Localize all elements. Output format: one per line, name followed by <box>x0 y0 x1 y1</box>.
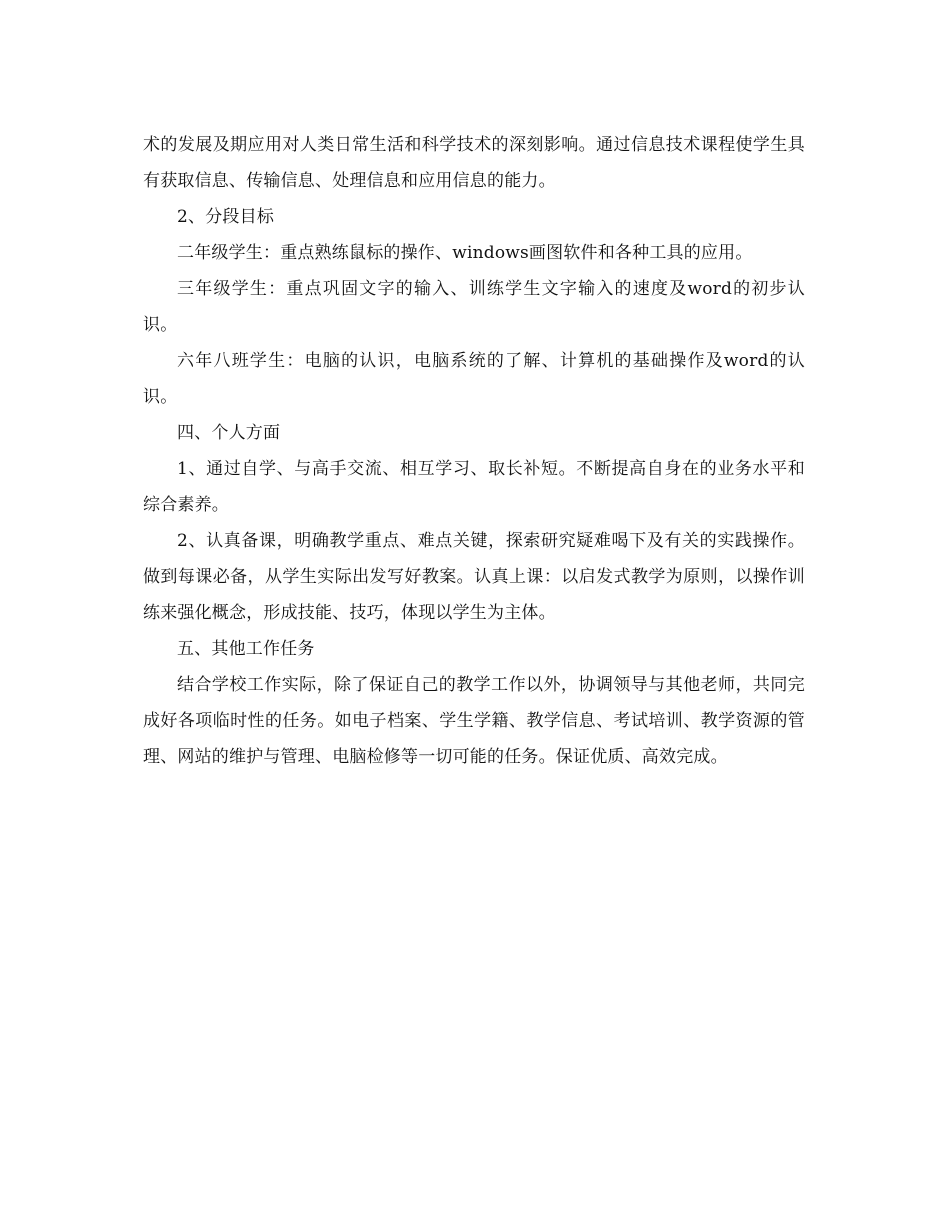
paragraph-grade-three: 三年级学生：重点巩固文字的输入、训练学生文字输入的速度及word的初步认识。 <box>143 279 805 335</box>
heading-stage-goals: 2、分段目标 <box>177 207 275 227</box>
heading-other-tasks: 五、其他工作任务 <box>177 639 315 659</box>
paragraph-self-study: 1、通过自学、与高手交流、相互学习、取长补短。不断提高自身在的业务水平和综合素养。 <box>143 459 805 515</box>
paragraph-lesson-prep: 2、认真备课，明确教学重点、难点关键，探索研究疑难喝下及有关的实践操作。做到每课必备，从学生实际出发写好教案。认真上课：以启发式教学为原则，以操作训练来强化概念，形成技能、技巧，体现以学生为主体。 <box>143 531 805 623</box>
paragraph-other-tasks: 结合学校工作实际，除了保证自己的教学工作以外，协调领导与其他老师，共同完成好各项临时性的任务。如电子档案、学生学籍、教学信息、考试培训、教学资源的管理、网站的维护与管理、电脑检修等一切可能的任务。保证优质、高效完成。 <box>143 675 805 767</box>
paragraph-continuation: 术的发展及期应用对人类日常生活和科学技术的深刻影响。通过信息技术课程使学生具有获取信息、传输信息、处理信息和应用信息的能力。 <box>143 135 805 191</box>
paragraph-grade-six-class-eight: 六年八班学生：电脑的认识，电脑系统的了解、计算机的基础操作及word的认识。 <box>143 351 805 407</box>
heading-personal: 四、个人方面 <box>177 423 281 443</box>
document-body <box>143 127 805 775</box>
paragraph-grade-two: 二年级学生：重点熟练鼠标的操作、windows画图软件和各种工具的应用。 <box>177 243 753 263</box>
